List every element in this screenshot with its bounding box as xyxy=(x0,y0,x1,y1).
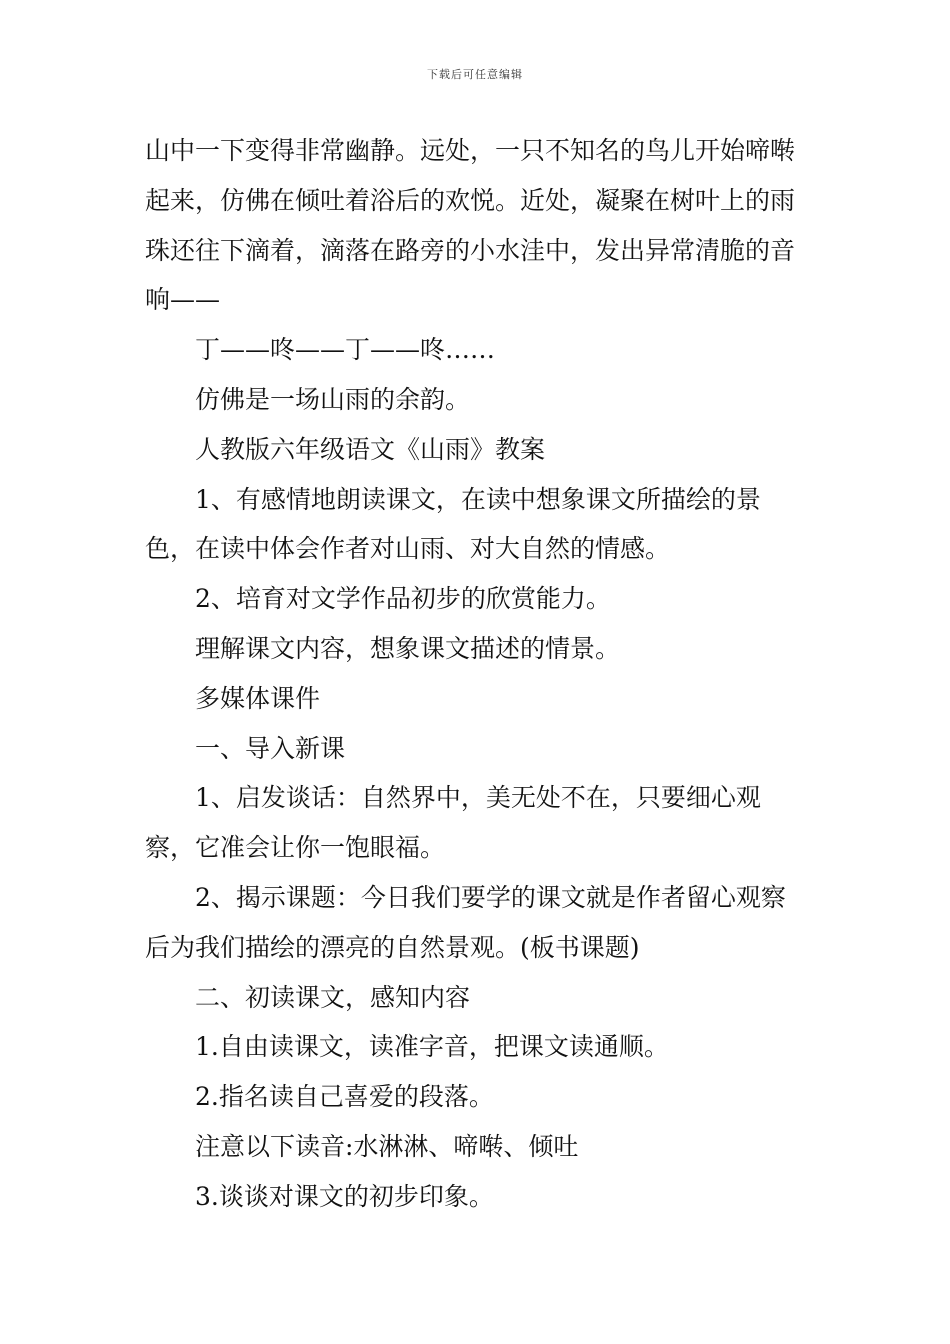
page-header-watermark: 下载后可任意编辑 xyxy=(427,68,523,81)
paragraph-echo: 仿佛是一场山雨的余韵。 xyxy=(195,384,471,414)
goal-item-1: 1、有感情地朗读课文，在读中想象课文所描绘的景色，在读中体会作者对山雨、对大自然的情感。 xyxy=(145,484,761,564)
reading-step-2: 2.指名读自己喜爱的段落。 xyxy=(195,1082,494,1112)
lesson-plan-title: 人教版六年级语文《山雨》教案 xyxy=(195,434,546,464)
paragraph-continuation: 山中一下变得非常幽静。远处，一只不知名的鸟儿开始啼啭起来，仿佛在倾吐着浴后的欢悦。近处，凝聚在树叶上的雨珠还往下滴着，滴落在路旁的小水洼中，发出异常清脆的音响—— xyxy=(145,136,796,315)
reading-step-1: 1.自由读课文，读准字音，把课文读通顺。 xyxy=(195,1032,669,1062)
document-body xyxy=(145,126,810,1222)
key-point: 理解课文内容，想象课文描述的情景。 xyxy=(195,633,621,663)
section-heading-first-reading: 二、初读课文，感知内容 xyxy=(195,982,471,1012)
pronunciation-note: 注意以下读音:水淋淋、啼啭、倾吐 xyxy=(195,1131,579,1161)
goal-item-2: 2、培育对文学作品初步的欣赏能力。 xyxy=(195,584,611,614)
reading-step-3: 3.谈谈对课文的初步印象。 xyxy=(195,1181,494,1211)
intro-step-1: 1、启发谈话：自然界中，美无处不在，只要细心观察，它准会让你一饱眼福。 xyxy=(145,783,761,863)
paragraph-sound: 丁——咚——丁——咚…… xyxy=(195,335,496,365)
intro-step-2: 2、揭示课题：今日我们要学的课文就是作者留心观察后为我们描绘的漂亮的自然景观。(板书课题) xyxy=(145,882,786,962)
teaching-aids: 多媒体课件 xyxy=(195,683,321,713)
section-heading-intro: 一、导入新课 xyxy=(195,733,346,763)
